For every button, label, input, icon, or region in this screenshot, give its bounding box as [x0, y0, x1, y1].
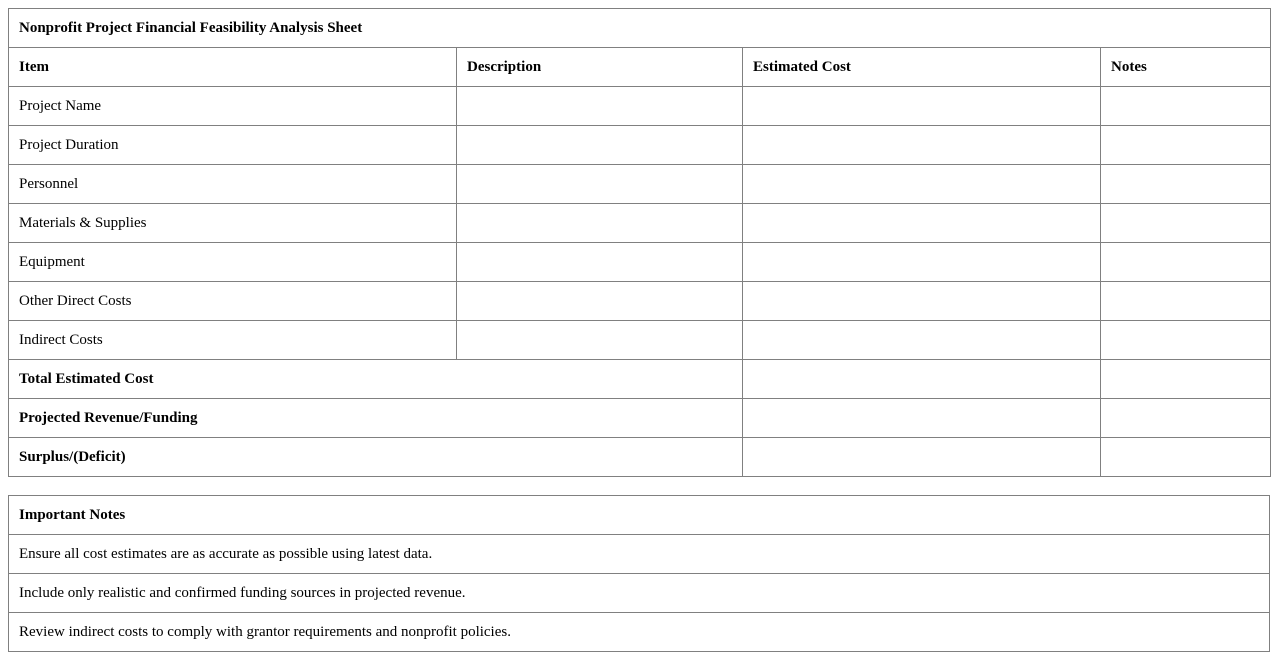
estimated-cost-cell[interactable]: [743, 243, 1101, 282]
table-row: [9, 165, 1271, 204]
estimated-cost-cell[interactable]: [743, 360, 1101, 399]
summary-row: [9, 438, 1271, 477]
column-header-description: Description: [457, 48, 743, 87]
notes-cell[interactable]: [1101, 360, 1271, 399]
column-header-estimated-cost: Estimated Cost: [743, 48, 1101, 87]
estimated-cost-cell[interactable]: [743, 126, 1101, 165]
summary-row: [9, 360, 1271, 399]
title-row: [9, 9, 1271, 48]
estimated-cost-cell[interactable]: [743, 399, 1101, 438]
item-label: Personnel: [9, 165, 457, 204]
summary-label: Surplus/(Deficit): [9, 438, 743, 477]
summary-row: [9, 399, 1271, 438]
feasibility-table: [8, 8, 1271, 477]
table-row: [9, 321, 1271, 360]
notes-cell[interactable]: [1101, 87, 1271, 126]
estimated-cost-cell[interactable]: [743, 87, 1101, 126]
notes-cell[interactable]: [1101, 126, 1271, 165]
description-cell[interactable]: [457, 204, 743, 243]
notes-cell[interactable]: [1101, 321, 1271, 360]
note-text: Include only realistic and confirmed funding sources in projected revenue.: [9, 574, 1270, 613]
table-row: [9, 126, 1271, 165]
summary-label: Total Estimated Cost: [9, 360, 743, 399]
notes-title-row: [9, 496, 1270, 535]
notes-cell[interactable]: [1101, 243, 1271, 282]
estimated-cost-cell[interactable]: [743, 204, 1101, 243]
estimated-cost-cell[interactable]: [743, 321, 1101, 360]
notes-title: Important Notes: [9, 496, 1270, 535]
sheet-title: Nonprofit Project Financial Feasibility Analysis Sheet: [9, 9, 1271, 48]
item-label: Project Duration: [9, 126, 457, 165]
table-row: [9, 243, 1271, 282]
item-label: Other Direct Costs: [9, 282, 457, 321]
estimated-cost-cell[interactable]: [743, 165, 1101, 204]
column-header-notes: Notes: [1101, 48, 1271, 87]
important-notes-table: [8, 495, 1270, 652]
note-text: Ensure all cost estimates are as accurate as possible using latest data.: [9, 535, 1270, 574]
table-row: [9, 204, 1271, 243]
list-item: [9, 535, 1270, 574]
description-cell[interactable]: [457, 243, 743, 282]
header-row: [9, 48, 1271, 87]
item-label: Materials & Supplies: [9, 204, 457, 243]
notes-cell[interactable]: [1101, 282, 1271, 321]
description-cell[interactable]: [457, 126, 743, 165]
description-cell[interactable]: [457, 282, 743, 321]
table-row: [9, 282, 1271, 321]
description-cell[interactable]: [457, 165, 743, 204]
summary-label: Projected Revenue/Funding: [9, 399, 743, 438]
estimated-cost-cell[interactable]: [743, 438, 1101, 477]
table-row: [9, 87, 1271, 126]
description-cell[interactable]: [457, 321, 743, 360]
notes-cell[interactable]: [1101, 204, 1271, 243]
description-cell[interactable]: [457, 87, 743, 126]
item-label: Equipment: [9, 243, 457, 282]
notes-cell[interactable]: [1101, 399, 1271, 438]
item-label: Project Name: [9, 87, 457, 126]
estimated-cost-cell[interactable]: [743, 282, 1101, 321]
list-item: [9, 574, 1270, 613]
list-item: [9, 613, 1270, 652]
notes-cell[interactable]: [1101, 165, 1271, 204]
note-text: Review indirect costs to comply with grantor requirements and nonprofit policies.: [9, 613, 1270, 652]
notes-cell[interactable]: [1101, 438, 1271, 477]
column-header-item: Item: [9, 48, 457, 87]
item-label: Indirect Costs: [9, 321, 457, 360]
